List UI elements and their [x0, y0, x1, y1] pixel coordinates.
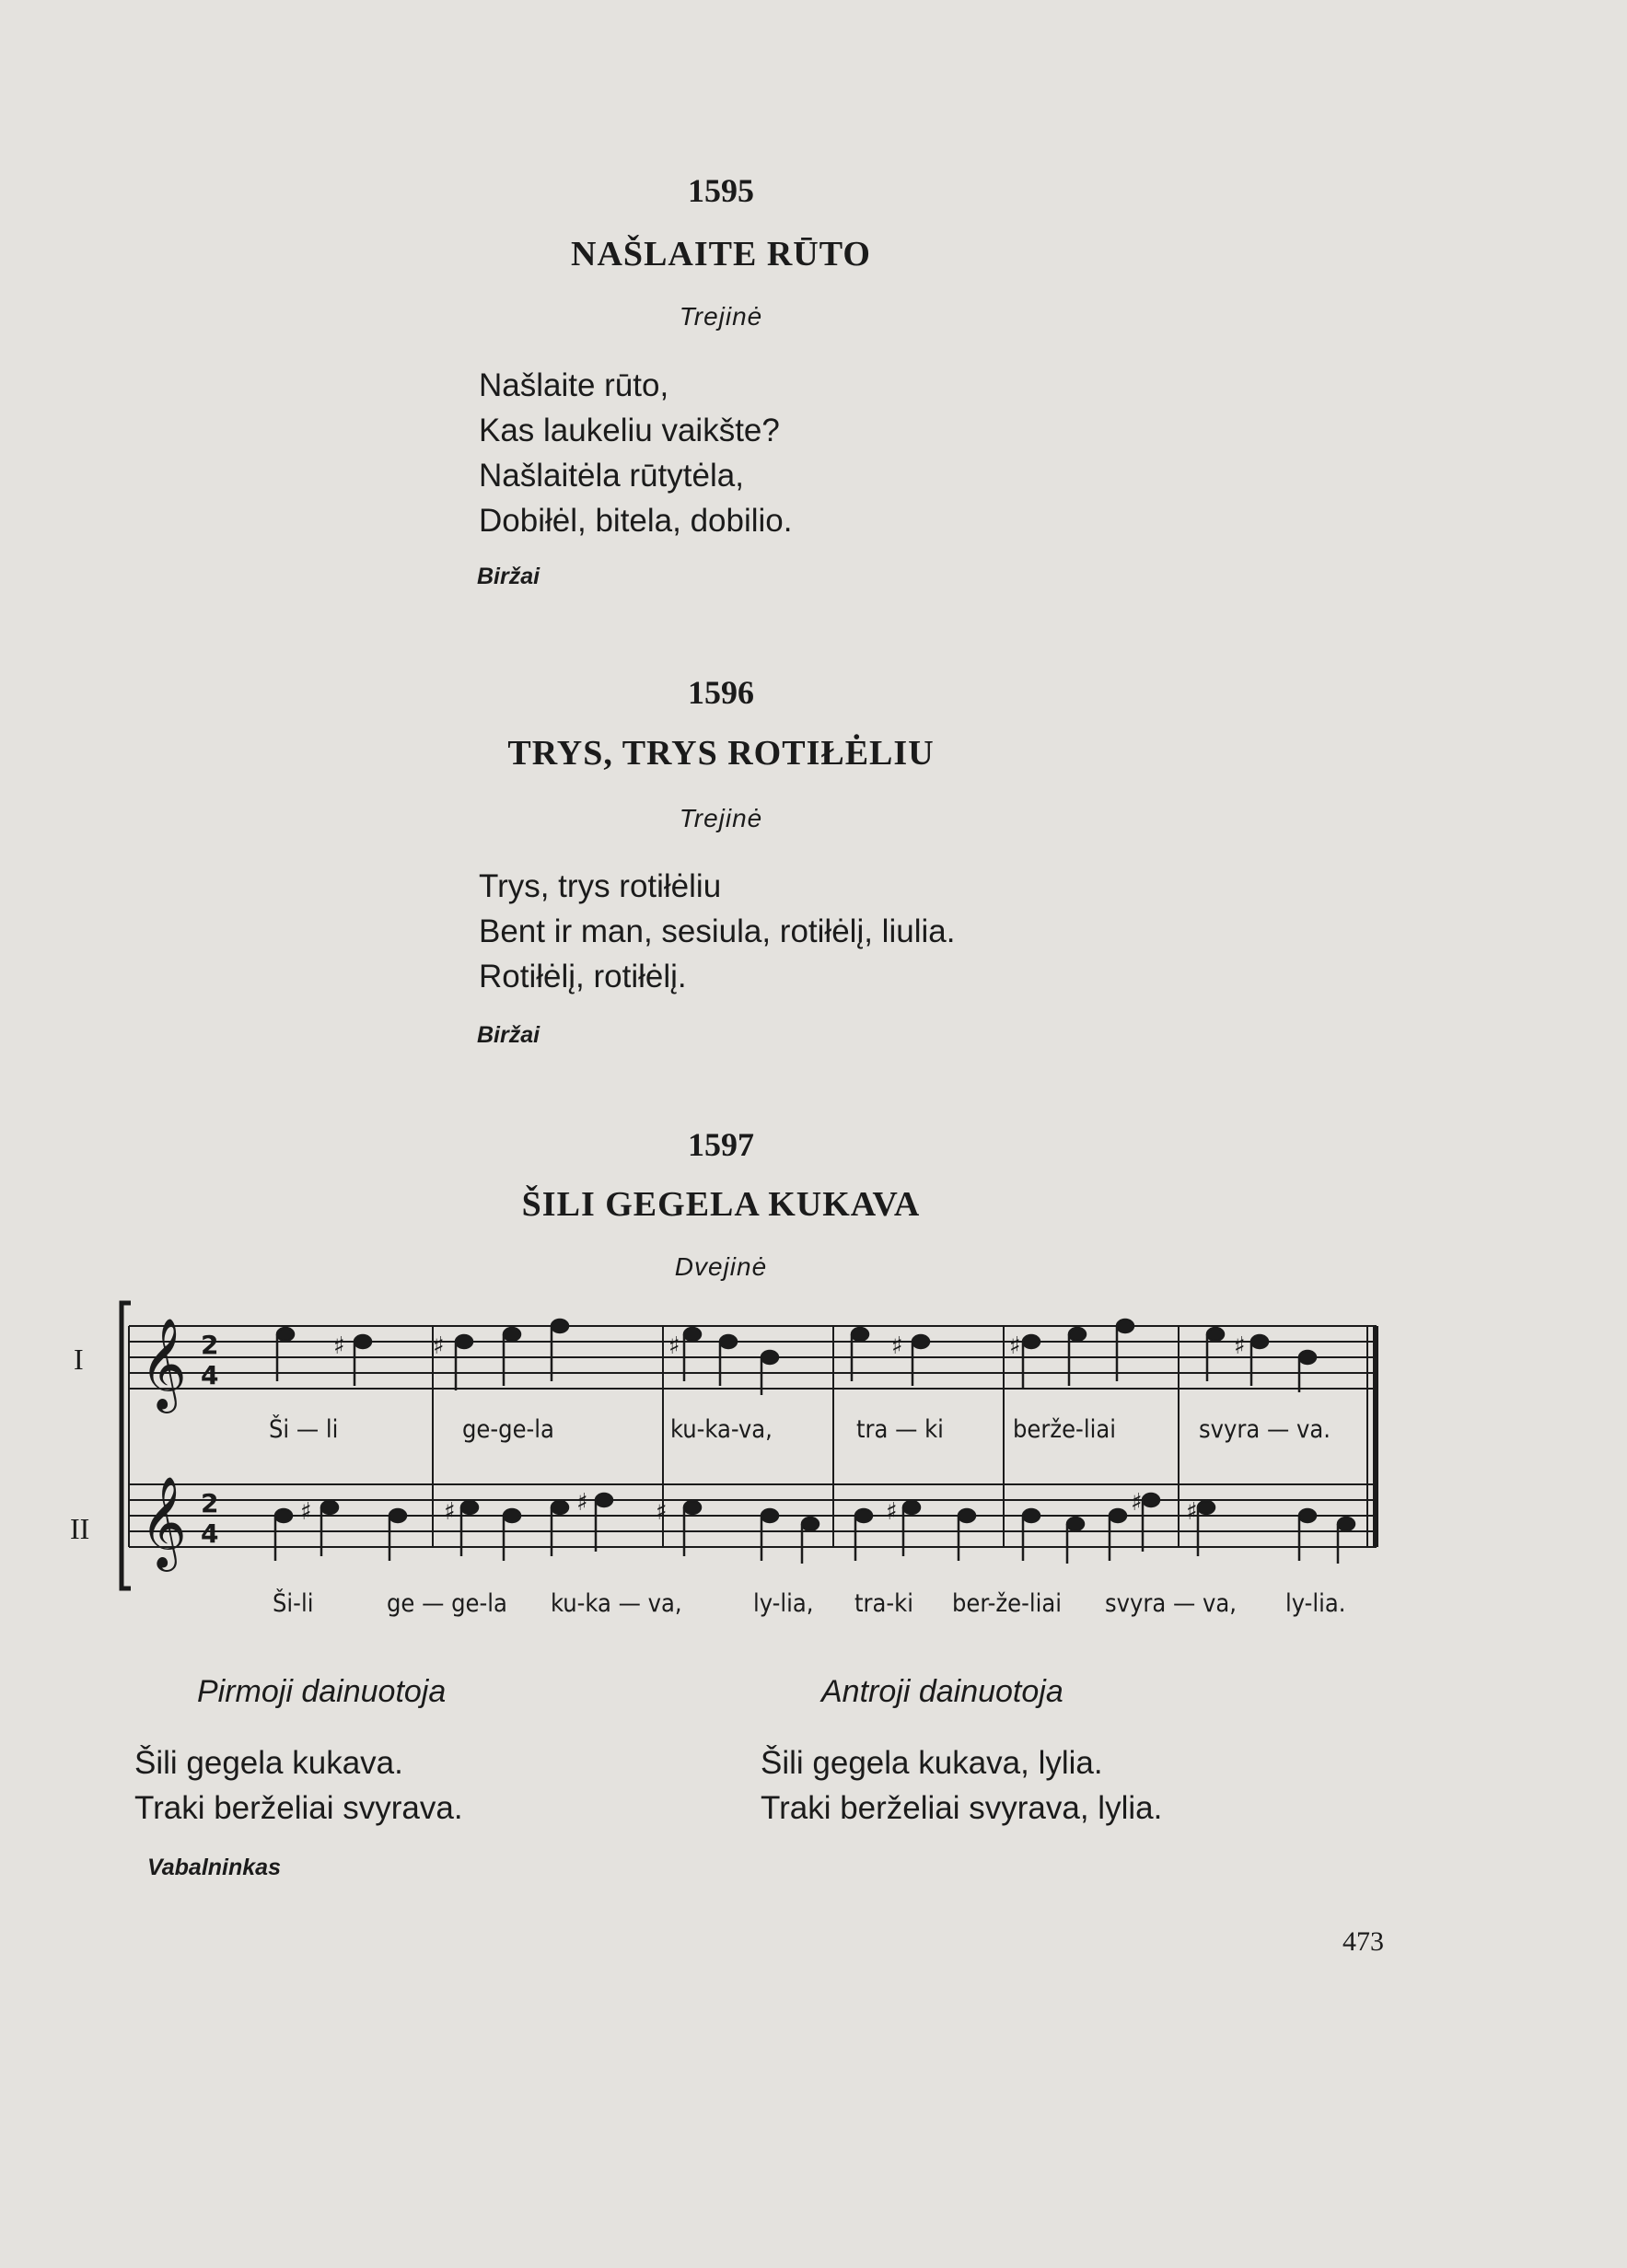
- treble-clef-icon: 𝄞: [140, 1318, 187, 1410]
- song-place: Biržai: [477, 1022, 540, 1048]
- score-lyric: ber-že-liai: [952, 1589, 1062, 1618]
- time-signature: 4: [201, 1518, 219, 1549]
- score-lyric: ge — ge-la: [387, 1589, 507, 1618]
- svg-text:♯: ♯: [576, 1489, 588, 1517]
- song-title: TRYS, TRYS ROTIŁĖLIU: [507, 734, 935, 773]
- verse-line: Trys, trys rotiłėliu: [479, 868, 722, 904]
- verse-line: Rotiłėlį, rotiłėlį.: [479, 959, 687, 994]
- song-subtitle: Trejinė: [679, 804, 763, 832]
- page-number: 473: [1342, 1926, 1384, 1957]
- score-lyric: tra — ki: [856, 1415, 944, 1444]
- score-lyric: berže-liai: [1013, 1415, 1116, 1444]
- score-lyric: tra-ki: [854, 1589, 913, 1618]
- svg-text:♯: ♯: [1234, 1332, 1246, 1360]
- score-lyric: ge-ge-la: [462, 1415, 554, 1444]
- song-title: NAŠLAITE RŪTO: [571, 235, 871, 273]
- score-lyric: Ši — li: [269, 1415, 339, 1444]
- time-signature: 4: [201, 1360, 219, 1390]
- svg-text:♯: ♯: [891, 1332, 903, 1360]
- svg-text:♯: ♯: [886, 1498, 898, 1526]
- svg-text:♯: ♯: [668, 1332, 680, 1360]
- verse-line: Traki berželiai svyrava.: [134, 1790, 463, 1826]
- svg-text:♯: ♯: [1009, 1332, 1021, 1360]
- second-singer-heading: Antroji dainuotoja: [821, 1674, 1063, 1709]
- song-place: Vabalninkas: [147, 1855, 281, 1880]
- score-lyric: svyra — va.: [1199, 1415, 1331, 1444]
- score-lyric: ly-lia.: [1285, 1589, 1346, 1618]
- score-lyric: ku-ka — va,: [551, 1589, 682, 1618]
- song-place: Biržai: [477, 564, 540, 589]
- time-signature: 2: [201, 1488, 219, 1518]
- score-lyric: ly-lia,: [753, 1589, 814, 1618]
- score-lyric: svyra — va,: [1105, 1589, 1237, 1618]
- verse-line: Traki berželiai svyrava, lylia.: [761, 1790, 1163, 1826]
- svg-text:♯: ♯: [444, 1498, 456, 1526]
- verse-line: Bent ir man, sesiula, rotiłėlį, liulia.: [479, 913, 956, 949]
- song-number: 1596: [688, 674, 754, 711]
- second-singer-verse: [761, 1740, 1162, 1831]
- svg-text:♯: ♯: [300, 1498, 312, 1526]
- time-signature: 2: [201, 1330, 219, 1360]
- first-singer-heading: Pirmoji dainuotoja: [197, 1674, 447, 1709]
- svg-text:♯: ♯: [656, 1498, 668, 1526]
- verse-line: Dobiłėl, bitela, dobilio.: [479, 503, 793, 539]
- voice-label: II: [70, 1512, 90, 1545]
- score-lyric: Ši-li: [273, 1589, 314, 1618]
- verse-line: Šili gegela kukava.: [134, 1745, 403, 1781]
- svg-text:♯: ♯: [433, 1332, 445, 1360]
- verse-line: Kas laukeliu vaikšte?: [479, 413, 780, 448]
- first-singer-verse: [134, 1740, 463, 1831]
- score-lyric: ku-ka-va,: [670, 1415, 773, 1444]
- staff-1: [129, 1326, 1377, 1389]
- song-title: ŠILI GEGELA KUKAVA: [521, 1185, 921, 1224]
- song-subtitle: Dvejinė: [674, 1252, 768, 1281]
- svg-text:♯: ♯: [1131, 1489, 1143, 1517]
- verse-line: Našlaite rūto,: [479, 367, 669, 403]
- treble-clef-icon: 𝄞: [140, 1476, 187, 1568]
- song-subtitle: Trejinė: [679, 302, 763, 331]
- voice-label: I: [74, 1343, 84, 1376]
- sharp-icon: [300, 1489, 1198, 1526]
- song-number: 1595: [688, 172, 754, 209]
- verse-line: Šili gegela kukava, lylia.: [761, 1745, 1103, 1781]
- svg-text:♯: ♯: [1186, 1498, 1198, 1526]
- verse-line: Našlaitėla rūtytėla,: [479, 458, 744, 494]
- song-number: 1597: [688, 1126, 754, 1163]
- svg-text:♯: ♯: [333, 1332, 345, 1360]
